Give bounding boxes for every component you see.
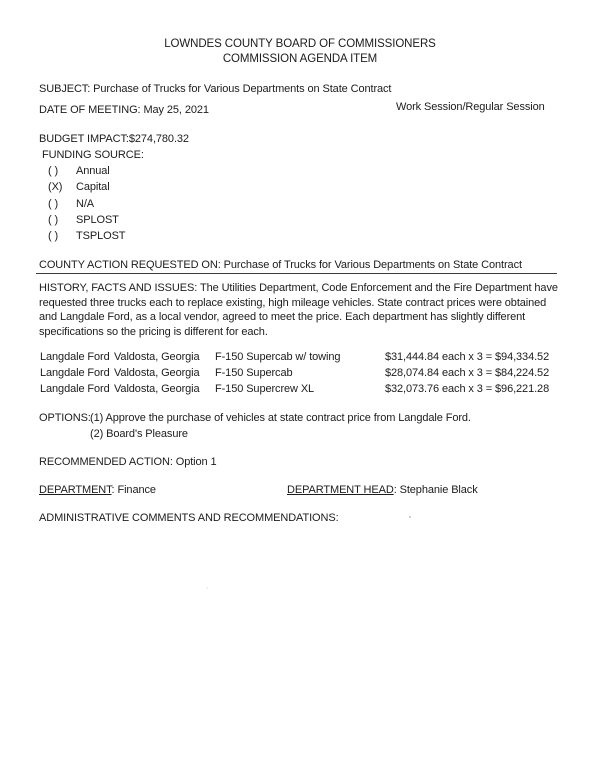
funding-option-annual <box>48 165 110 178</box>
funding-option-label: TSPLOST <box>76 230 126 242</box>
pricing-cell: $31,444.84 each x 3 = $94,334.52 <box>385 351 550 363</box>
county-action-value: Purchase of Trucks for Various Departments on State Contract <box>223 259 522 271</box>
section-divider <box>36 273 557 274</box>
funding-source-label: FUNDING SOURCE: <box>42 149 144 161</box>
vendor-cell: Langdale Ford <box>40 383 110 395</box>
table-row <box>0 351 600 364</box>
department-head-line <box>287 484 478 497</box>
scan-artifact <box>409 516 411 518</box>
table-row <box>0 367 600 380</box>
county-action-line <box>39 259 522 272</box>
budget-impact-value: $274,780.32 <box>128 133 189 145</box>
history-label: HISTORY, FACTS AND ISSUES: <box>39 282 198 294</box>
option-item-1: (1) Approve the purchase of vehicles at state contract price from Langdale Ford. <box>90 412 471 424</box>
meeting-date-label: DATE OF MEETING: <box>39 104 141 116</box>
checkbox-mark: (X) <box>48 181 63 193</box>
vendor-cell: Langdale Ford <box>40 367 110 379</box>
location-cell: Valdosta, Georgia <box>114 367 200 379</box>
history-paragraph <box>39 281 564 339</box>
admin-comments-label: ADMINISTRATIVE COMMENTS AND RECOMMENDATIONS: <box>39 512 339 524</box>
county-action-label: COUNTY ACTION REQUESTED ON: <box>39 259 221 271</box>
funding-option-label: Annual <box>76 165 110 177</box>
department-label: DEPARTMENT <box>39 484 112 496</box>
budget-impact-label: BUDGET IMPACT: <box>39 133 129 145</box>
location-cell: Valdosta, Georgia <box>114 383 200 395</box>
recommended-action-label: RECOMMENDED ACTION: <box>39 456 173 468</box>
pricing-cell: $28,074.84 each x 3 = $84,224.52 <box>385 367 550 379</box>
table-row <box>0 383 600 396</box>
checkbox-mark: ( ) <box>48 230 59 242</box>
department-head-label: DEPARTMENT HEAD <box>287 484 394 496</box>
funding-option-splost <box>48 214 119 227</box>
scan-artifact <box>206 587 208 589</box>
funding-option-label: Capital <box>76 181 110 193</box>
department-head-value: : Stephanie Black <box>393 484 478 496</box>
funding-option-label: SPLOST <box>76 214 119 226</box>
meeting-date-value: May 25, 2021 <box>143 104 209 116</box>
subject-line <box>39 83 391 96</box>
model-cell: F-150 Supercrew XL <box>215 383 315 395</box>
doc-title: COMMISSION AGENDA ITEM <box>222 53 378 65</box>
department-value: : Finance <box>111 484 156 496</box>
recommended-action-line <box>39 456 217 469</box>
checkbox-mark: ( ) <box>48 198 59 210</box>
subject-value: Purchase of Trucks for Various Departments on State Contract <box>93 83 392 95</box>
location-cell: Valdosta, Georgia <box>114 351 200 363</box>
funding-option-capital <box>48 181 110 194</box>
recommended-action-value: Option 1 <box>175 456 217 468</box>
session-type: Work Session/Regular Session <box>396 101 545 113</box>
checkbox-mark: ( ) <box>48 165 59 177</box>
funding-option-na <box>48 198 94 211</box>
pricing-cell: $32,073.76 each x 3 = $96,221.28 <box>385 383 550 395</box>
vendor-cell: Langdale Ford <box>40 351 110 363</box>
funding-option-label: N/A <box>76 198 95 210</box>
budget-impact-line <box>39 133 189 146</box>
model-cell: F-150 Supercab w/ towing <box>215 351 341 363</box>
checkbox-mark: ( ) <box>48 214 59 226</box>
funding-option-tsplost <box>48 230 125 243</box>
department-line <box>39 484 156 497</box>
org-title: LOWNDES COUNTY BOARD OF COMMISSIONERS <box>164 38 436 50</box>
model-cell: F-150 Supercab <box>215 367 293 379</box>
history-text: The Utilities Department, Code Enforcement and the Fire Department have requested three trucks each to replace existing, high mileage vehicles. State contract prices were obtained and Langdale Ford, as a local vendor, agreed to meet the price. Each department has slightly different specifications so the pricing is different for each. <box>39 282 558 338</box>
subject-label: SUBJECT: <box>39 83 91 95</box>
options-label: OPTIONS: <box>39 412 91 424</box>
meeting-date-line <box>39 104 209 117</box>
option-item-2: (2) Board's Pleasure <box>90 428 188 440</box>
